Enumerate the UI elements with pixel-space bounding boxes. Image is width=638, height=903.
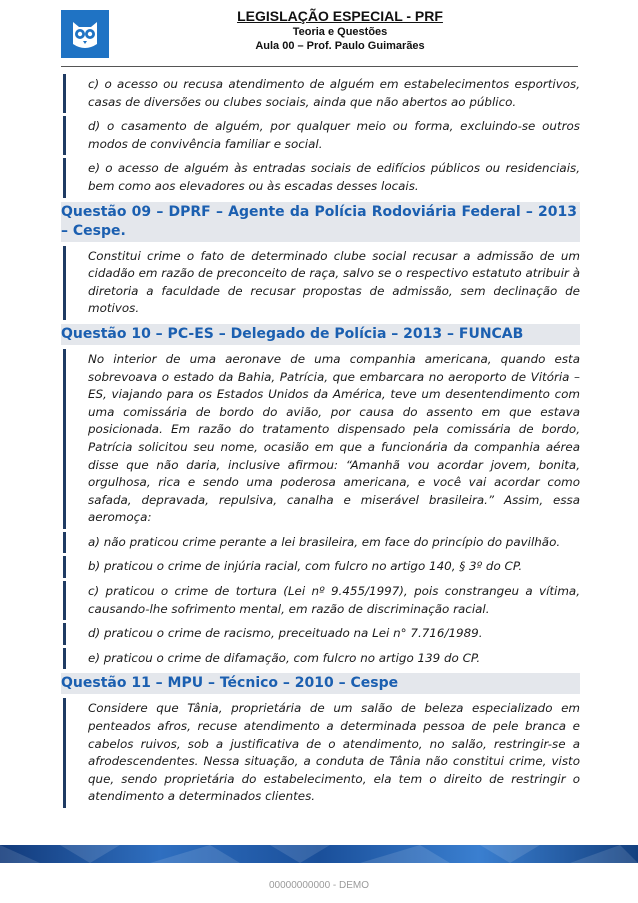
page-title: LEGISLAÇÃO ESPECIAL - PRF	[237, 8, 443, 24]
text-paragraph: No interior de uma aeronave de uma companhia americana, quando esta sobrevoava o estado da Bahia, Patrícia, que embarcara no aeroporto de Vitória – ES, viajando para os Estados Unidos da América, teve um desentendimento com uma comissária de bordo do avião, por causa do assento em que estava posicionada. Em razão do tratamento dispensado pela comissária de bordo, Patrícia solicitou seu nome, ocasião em que a funcionária da companhia aérea disse que não daria, inclusive afirmou: “Amanhã vou acordar jovem, bonita, orgulhosa, rica e sendo uma poderosa americana, e você vai acordar como safada, depravada, repulsiva, canalha e miserável brasileira.” Assim, essa aeromoça:	[63, 349, 580, 529]
header-divider	[61, 66, 578, 67]
text-paragraph: d) praticou o crime de racismo, preceituado na Lei n° 7.716/1989.	[63, 623, 580, 645]
question-heading: Questão 11 – MPU – Técnico – 2010 – Cespe	[61, 673, 580, 694]
page-header	[220, 8, 460, 53]
owl-logo-icon	[61, 10, 109, 58]
question-heading: Questão 09 – DPRF – Agente da Polícia Rodoviária Federal – 2013 – Cespe.	[61, 202, 580, 242]
footer-watermark: 00000000000 - DEMO	[268, 880, 370, 891]
text-paragraph: Constitui crime o fato de determinado clube social recusar a admissão de um cidadão em razão de preconceito de raça, salvo se o respectivo estatuto atribuir à diretoria a faculdade de recusar propostas de admissão, sem declinação de motivos.	[63, 246, 580, 320]
text-paragraph: e) o acesso de alguém às entradas sociais de edifícios públicos ou residenciais, bem como aos elevadores ou às escadas desses locais.	[63, 158, 580, 197]
text-paragraph: a) não praticou crime perante a lei brasileira, em face do princípio do pavilhão.	[63, 532, 580, 554]
text-paragraph: c) o acesso ou recusa atendimento de alguém em estabelecimentos esportivos, casas de diversões ou clubes sociais, ainda que não abertos ao público.	[63, 74, 580, 113]
page-subtitle: Teoria e Questões	[292, 26, 388, 38]
text-paragraph: Considere que Tânia, proprietária de um salão de beleza especializado em penteados afros, recuse atendimento a determinada pessoa de pele branca e cabelos ruivos, sob a justificativa de o atendimento, no salão, restringir-se a afrodescendentes. Nessa situação, a conduta de Tânia não constitui crime, visto que, sendo proprietária do estabelecimento, ela tem o direito de restringir o atendimento a determinados clientes.	[63, 698, 580, 808]
text-paragraph: e) praticou o crime de difamação, com fulcro no artigo 139 do CP.	[63, 648, 580, 670]
text-paragraph: d) o casamento de alguém, por qualquer meio ou forma, excluindo-se outros modos de convivência familiar e social.	[63, 116, 580, 155]
text-paragraph: b) praticou o crime de injúria racial, com fulcro no artigo 140, § 3º do CP.	[63, 556, 580, 578]
footer-band	[0, 845, 638, 863]
question-heading: Questão 10 – PC-ES – Delegado de Polícia – 2013 – FUNCAB	[61, 324, 580, 345]
text-paragraph: c) praticou o crime de tortura (Lei nº 9.455/1997), pois constrangeu a vítima, causando-lhe sofrimento mental, em razão de discriminação racial.	[63, 581, 580, 620]
lesson-label: Aula 00 – Prof. Paulo Guimarães	[255, 40, 425, 52]
document-body	[61, 74, 580, 811]
